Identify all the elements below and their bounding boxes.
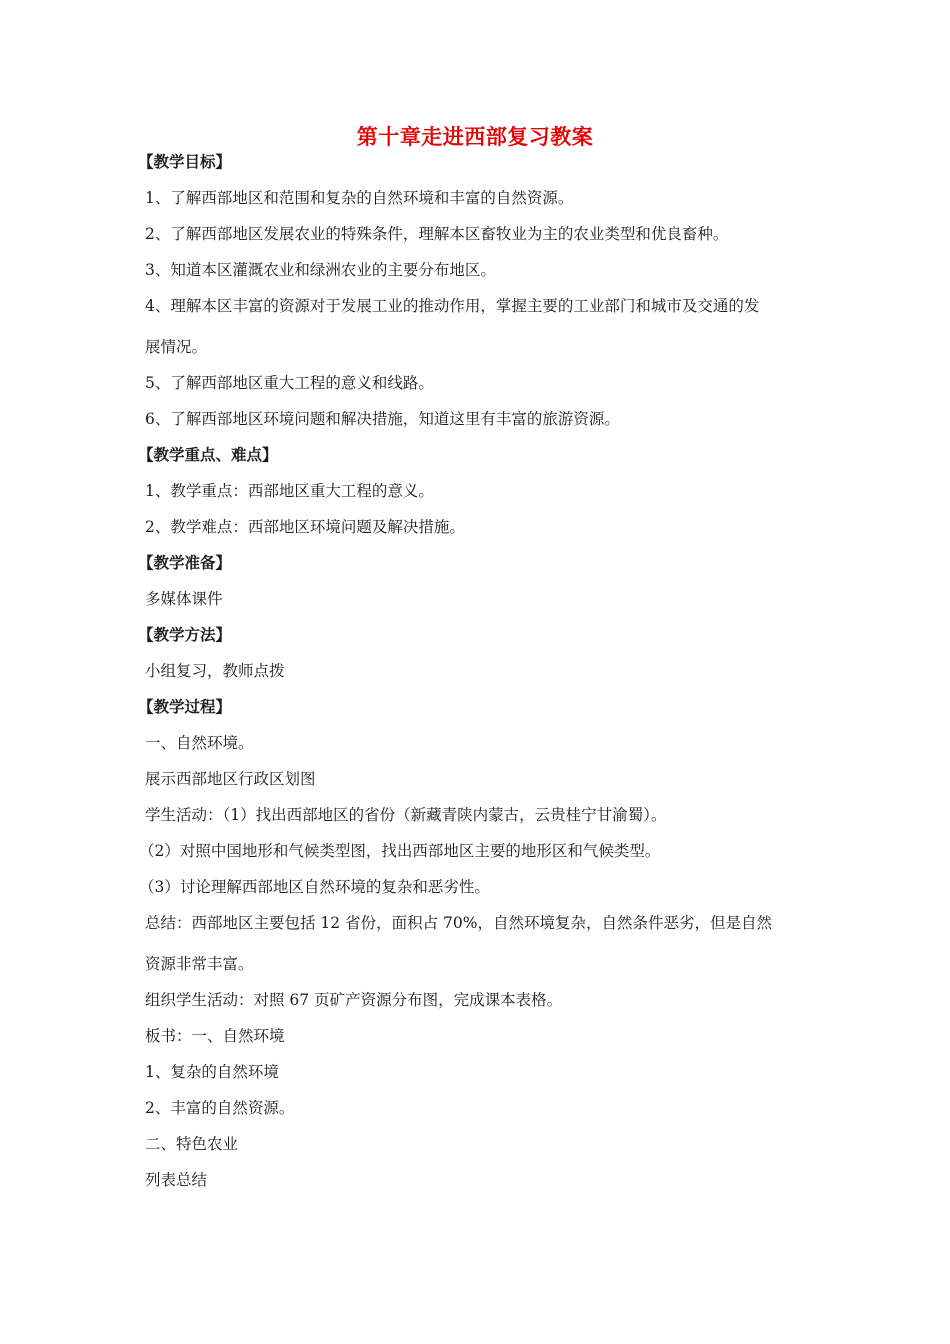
paragraph-line: 一、自然环境。 <box>145 734 254 752</box>
paragraph-line: 总结：西部地区主要包括 12 省份，面积占 70%，自然环境复杂，自然条件恶劣，但是自然 <box>145 914 772 932</box>
document-title: 第十章走进西部复习教案 <box>356 124 594 149</box>
section-heading-methods: 【教学方法】 <box>138 625 232 644</box>
paragraph-line: 小组复习，教师点拨 <box>145 662 285 680</box>
paragraph-line: 1、教学重点：西部地区重大工程的意义。 <box>145 482 434 500</box>
paragraph-line: 4、理解本区丰富的资源对于发展工业的推动作用，掌握主要的工业部门和城市及交通的发 <box>145 297 760 315</box>
section-heading-key-points: 【教学重点、难点】 <box>138 445 278 464</box>
paragraph-line: 二、特色农业 <box>145 1135 239 1153</box>
paragraph-line: 资源非常丰富。 <box>145 955 254 973</box>
paragraph-line: 展情况。 <box>145 338 208 356</box>
section-heading-preparation: 【教学准备】 <box>138 553 232 572</box>
paragraph-line: 2、教学难点：西部地区环境问题及解决措施。 <box>145 518 465 536</box>
paragraph-line: 1、复杂的自然环境 <box>145 1063 279 1081</box>
section-heading-objectives: 【教学目标】 <box>138 152 232 171</box>
section-heading-process: 【教学过程】 <box>138 697 232 716</box>
paragraph-line: 2、丰富的自然资源。 <box>145 1099 295 1117</box>
paragraph-line: 学生活动：（1）找出西部地区的省份（新藏青陕内蒙古，云贵桂宁甘渝蜀）。 <box>145 806 667 824</box>
paragraph-line: 多媒体课件 <box>145 590 223 608</box>
paragraph-line: （3）讨论理解西部地区自然环境的复杂和恶劣性。 <box>139 878 490 896</box>
paragraph-line: 板书：一、自然环境 <box>145 1027 285 1045</box>
paragraph-line: 组织学生活动：对照 67 页矿产资源分布图，完成课本表格。 <box>145 991 563 1009</box>
paragraph-line: 展示西部地区行政区划图 <box>145 770 316 788</box>
paragraph-line: 1、了解西部地区和范围和复杂的自然环境和丰富的自然资源。 <box>145 189 574 207</box>
paragraph-line: 5、了解西部地区重大工程的意义和线路。 <box>145 374 434 392</box>
paragraph-line: 3、知道本区灌溉农业和绿洲农业的主要分布地区。 <box>145 261 496 279</box>
paragraph-line: 6、了解西部地区环境问题和解决措施，知道这里有丰富的旅游资源。 <box>145 410 620 428</box>
paragraph-line: 2、了解西部地区发展农业的特殊条件，理解本区畜牧业为主的农业类型和优良畜种。 <box>145 225 729 243</box>
paragraph-line: 列表总结 <box>145 1171 208 1189</box>
paragraph-line: （2）对照中国地形和气候类型图，找出西部地区主要的地形区和气候类型。 <box>139 842 661 860</box>
